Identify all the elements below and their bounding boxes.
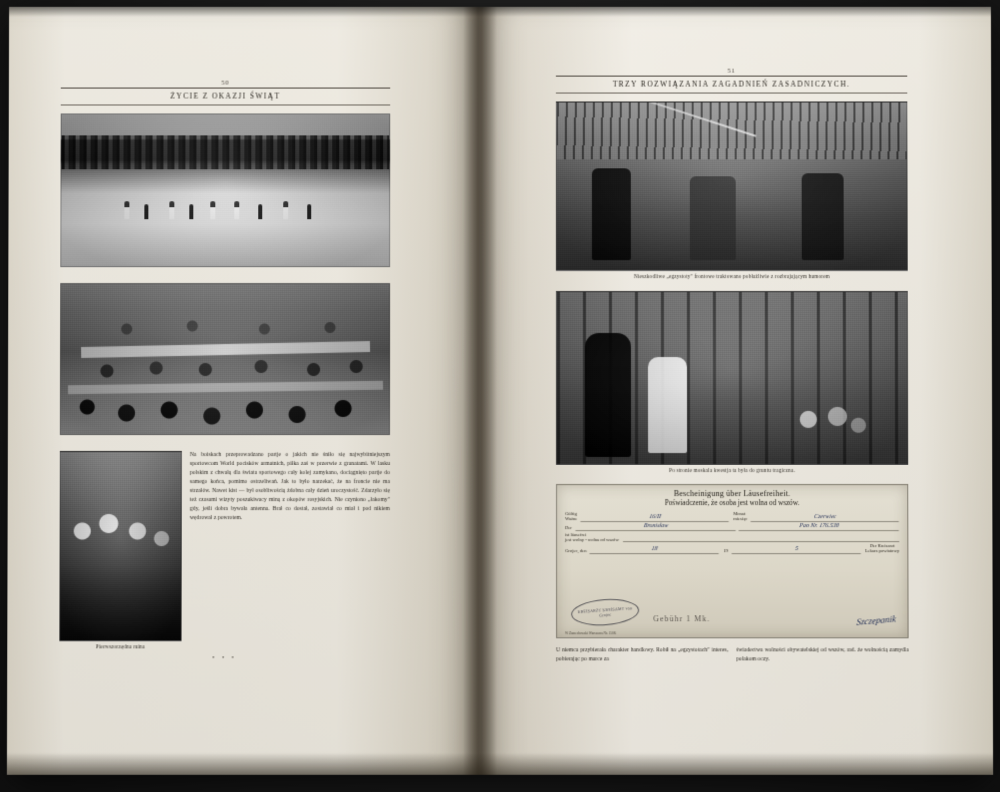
certificate-row-lousefree — [565, 532, 899, 542]
tree-line — [62, 136, 390, 169]
certificate-title-german: Bescheinigung über Läusefreiheit. — [673, 489, 791, 499]
field-value-day: 18 — [590, 546, 720, 554]
certificate-row-place-date — [565, 543, 899, 553]
field-label-monat: Monat miesiąc — [733, 511, 748, 522]
field-value-year: 5 — [732, 546, 862, 554]
left-page-running-head: ŻYCIE Z OKAZJI ŚWIĄT — [170, 91, 281, 101]
photo-soldiers-in-trench — [59, 451, 182, 641]
person-in-white — [648, 357, 687, 453]
certificate-row-name — [565, 523, 899, 531]
field-value-lausefrei — [623, 540, 900, 542]
right-page-rule-under-head — [556, 93, 907, 94]
text-column — [190, 451, 390, 651]
fee-text: Gebühr 1 Mk. — [653, 614, 711, 624]
woman-in-dark-coat — [585, 333, 631, 457]
field-label-gultig: Gültig Ważne — [565, 511, 578, 522]
photo-soldiers-at-field-tables — [60, 283, 390, 435]
right-page — [478, 7, 993, 775]
photo-column — [59, 451, 182, 651]
closing-text-column-1: U niemca przybierała charakter handlowy. Robił na „egzystotach" interes, pobierając po marce za — [556, 647, 729, 663]
photo-woman-and-group-in-forest — [556, 291, 908, 465]
group-of-people — [781, 384, 872, 442]
photo-caption-trench: Pierwszorzędna ruina — [95, 644, 145, 651]
photo-caption-forest: Po stronie moskala kwestja ta była do gruntu tragiczna. — [669, 467, 796, 474]
field-label-year: 19 — [723, 548, 729, 554]
photo-caption-front-line: Nieszkodliwe „egzystoty" frontowe traktowano pobłażliwie z rozbrajającym humorem — [633, 274, 830, 281]
left-page — [7, 7, 478, 775]
scan-louse-freedom-certificate — [556, 484, 909, 638]
trench-soldiers — [60, 452, 181, 640]
field-value-monat: Czerwiec — [751, 514, 900, 522]
left-page-rule-under-head — [61, 104, 390, 105]
left-page-content — [59, 81, 390, 661]
field-label-place-date: Grojec, den — [565, 548, 587, 554]
soldier-right — [802, 173, 844, 260]
skater-figures — [120, 186, 323, 219]
right-page-closing-text — [556, 646, 909, 664]
left-lower-block — [59, 451, 390, 651]
doctor-signature: Szczepanik — [855, 613, 896, 628]
field-value-pass-number: Pan Nr. 176.538 — [739, 523, 900, 531]
left-page-body-text: Na boiskach przeprowadzano partje o jakich nie śniło się najwybitniejszym sportowcom World pocisków armatnich, piłka zaś w przerwie z granatami. W lasku polskim z chwałą dla świata sportowego cały kolej zamykano, dociągnięto partje do samego końca, pomimo ostrzeliwań. Jak to było narzekać, że na froncie nie ma strzałów. Nawet kist — był osobliwością żdobna cały dzień uroczystość. Zdarzyło się też czasami wizyty poszukiwacy miną z okopów rosyjskich. Nie czyniono „łakomy" gdy, jeśli dobra bywała antenna. Brał co dostał, zostawiał co miał i pod nikiem wędrował z powrotem. — [189, 452, 390, 522]
left-page-folio: 50 — [221, 80, 230, 87]
field-label-lausefrei: ist läusefrei jest wolny - wolna od wszów — [565, 531, 619, 542]
closing-text-column-2: świadectwa wolności obywatelskiej od wszów, rad. że wolnością zamydla polakom oczy. — [736, 647, 909, 663]
certificate-row-valid — [565, 511, 899, 521]
photo-winter-sports-on-frozen-field — [60, 113, 390, 267]
bare-tree-background — [557, 102, 907, 159]
printer-footnote: W Zamechowski Warszawa Nr. 1508. — [565, 631, 617, 636]
field-label-kreisarzt: Der Kreisarzt Lekarz powiatowy — [865, 543, 900, 554]
field-label-der: Der — [565, 525, 572, 531]
right-page-content — [556, 69, 909, 665]
soldier-left — [592, 168, 631, 260]
open-book — [7, 7, 993, 775]
right-page-running-head: TRZY ROZWIĄZANIA ZAGADNIEŃ ZASADNICZYCH. — [612, 79, 851, 89]
official-round-stamp: KREISARZT KREISAMT von Grojec — [570, 597, 640, 628]
certificate-title-polish: Poświadczenie, że osoba jest wolna od wszów. — [664, 499, 800, 508]
field-value-gultig: 16/II — [581, 514, 730, 522]
right-page-rule-top — [556, 76, 907, 77]
right-page-folio: 51 — [727, 68, 736, 75]
photo-soldiers-at-front-line-group — [556, 102, 908, 272]
field-value-name: Bronisław — [575, 523, 736, 531]
soldier-center — [690, 176, 736, 260]
seated-soldiers — [61, 284, 389, 434]
left-page-ornament: • • • — [212, 654, 237, 661]
left-page-rule-top — [61, 88, 390, 89]
